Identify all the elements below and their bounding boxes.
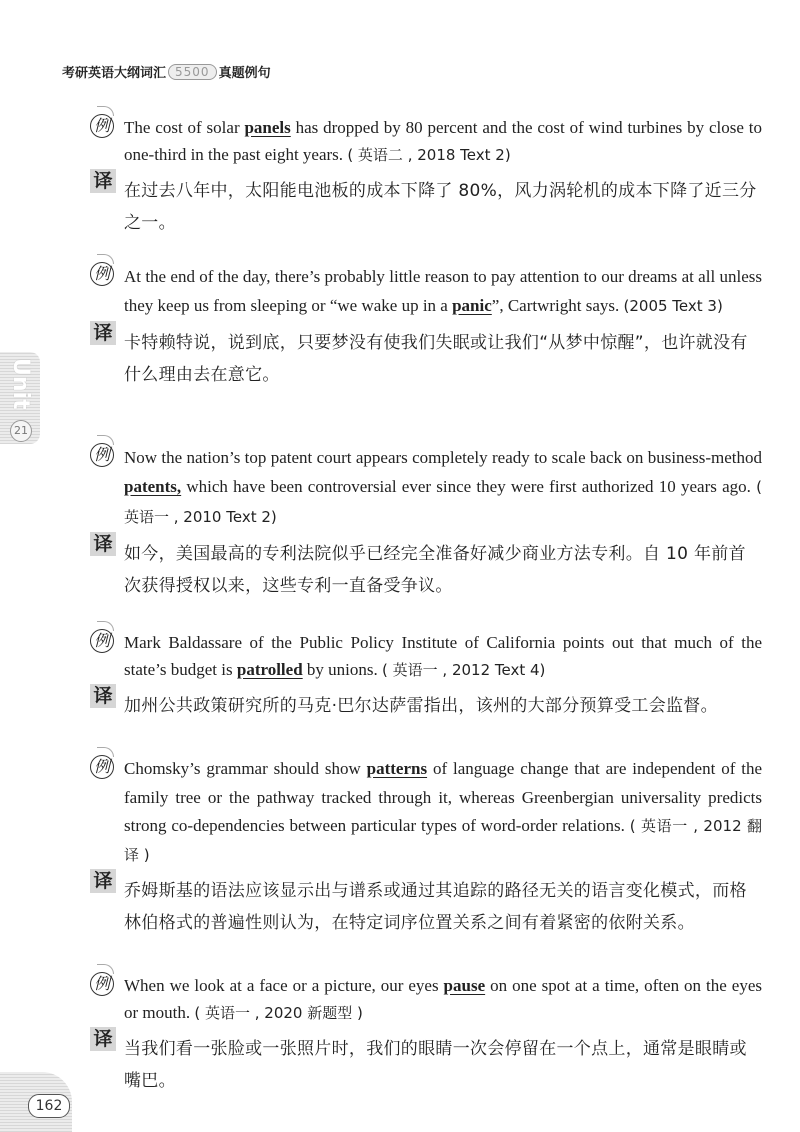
sentence-text: ”, Cartwright says. [491, 296, 624, 315]
unit-label: Unit [8, 358, 33, 410]
chinese-translation: 卡特赖特说，说到底，只要梦没有使我们失眠或让我们“从梦中惊醒”，也许就没有什么理由去在意它。 [124, 333, 748, 385]
header-badge: 5500 [168, 64, 217, 80]
unit-number: 21 [10, 420, 32, 442]
source-citation: ( 英语二 , 2018 Text 2) [347, 146, 511, 164]
example-marker-icon: 例 [90, 262, 114, 286]
page-number-tab [0, 1072, 72, 1132]
translation-marker-icon: 译 [90, 169, 116, 193]
sentence-text: of language change that are independent of the family tree or the pathway tracked through it, whereas Greenbergian universality predicts strong co-dependencies between particular types of word-order relations. [124, 759, 763, 835]
source-citation: ( 英语一 , 2012 翻译 ) [124, 817, 762, 864]
sentence-text: on one spot at a time, often on the eyes or mouth. [124, 976, 762, 1022]
english-sentence [124, 629, 762, 684]
chinese-translation: 如今，美国最高的专利法院似乎已经完全准备好减少商业方法专利。自 10 年前首次获得授权以来，这些专利一直备受争议。 [124, 544, 746, 596]
chinese-translation: 当我们看一张脸或一张照片时，我们的眼睛一次会停留在一个点上，通常是眼睛或嘴巴。 [124, 1039, 747, 1091]
sentence-text: Mark Baldassare of the Public Policy Institute of California points out that much of the state’s budget is [124, 633, 762, 679]
source-citation: ( 英语一 , 2012 Text 4) [382, 661, 546, 679]
translation [90, 169, 762, 239]
example-entry [90, 114, 762, 239]
example-marker-icon: 例 [90, 629, 114, 653]
english-sentence [124, 443, 762, 532]
example-entry [90, 972, 762, 1097]
header-title-left: 考研英语大纲词汇 [62, 66, 167, 81]
english-sentence [124, 972, 762, 1027]
keyword: patents, [124, 477, 182, 496]
example-marker-icon: 例 [90, 972, 114, 996]
example-sentence [90, 755, 762, 869]
example-sentence [90, 114, 762, 169]
translation [90, 321, 762, 391]
chinese-translation: 加州公共政策研究所的马克·巴尔达萨雷指出，该州的大部分预算受工会监督。 [124, 696, 718, 716]
translation-marker-icon: 译 [90, 869, 116, 893]
chinese-translation: 乔姆斯基的语法应该显示出与谱系或通过其追踪的路径无关的语言变化模式，而格林伯格式的普遍性则认为，在特定词序位置关系之间有着紧密的依附关系。 [124, 881, 747, 933]
english-sentence [124, 114, 762, 169]
sentence-text: which have been controversial ever since they were first authorized 10 years ago. [181, 477, 757, 496]
sentence-text: When we look at a face or a picture, our eyes [124, 976, 444, 995]
example-sentence [90, 262, 762, 321]
example-entry [90, 443, 762, 602]
example-sentence [90, 972, 762, 1027]
sentence-text: At the end of the day, there’s probably little reason to pay attention to our dreams at all unless they keep us from sleeping or “we wake up in a [124, 267, 762, 315]
english-sentence [124, 755, 762, 869]
source-citation: (2005 Text 3) [623, 297, 723, 315]
keyword: pause [443, 976, 486, 995]
example-entry [90, 262, 762, 391]
header-title-right: 真题例句 [218, 66, 271, 81]
page-number: 162 [28, 1094, 70, 1118]
source-citation: ( 英语一 , 2010 Text 2) [124, 478, 762, 526]
translation-marker-icon: 译 [90, 532, 116, 556]
translation-marker-icon: 译 [90, 684, 116, 708]
translation [90, 684, 762, 722]
unit-side-tab [0, 352, 40, 444]
translation [90, 532, 762, 602]
translation [90, 869, 762, 939]
chinese-translation: 在过去八年中，太阳能电池板的成本下降了 80%，风力涡轮机的成本下降了近三分之一。 [124, 181, 757, 233]
source-citation: ( 英语一 , 2020 新题型 ) [194, 1004, 363, 1022]
keyword: panic [452, 296, 492, 315]
example-marker-icon: 例 [90, 755, 114, 779]
sentence-text: Now the nation’s top patent court appears completely ready to scale back on business-method [124, 448, 762, 467]
keyword: panels [244, 118, 291, 137]
translation-marker-icon: 译 [90, 321, 116, 345]
translation-marker-icon: 译 [90, 1027, 116, 1051]
translation [90, 1027, 762, 1097]
sentence-text: The cost of solar [124, 118, 245, 137]
sentence-text: Chomsky’s grammar should show [124, 759, 367, 778]
example-sentence [90, 443, 762, 532]
example-entry [90, 629, 762, 722]
sentence-text: by unions. [302, 660, 383, 679]
example-marker-icon: 例 [90, 114, 114, 138]
sentence-text: has dropped by 80 percent and the cost of wind turbines by close to one-third in the past eight years. [124, 118, 762, 164]
example-entry [90, 755, 762, 939]
running-header [62, 62, 271, 81]
keyword: patrolled [236, 660, 303, 679]
keyword: patterns [366, 759, 428, 778]
example-marker-icon: 例 [90, 443, 114, 467]
english-sentence [124, 262, 762, 321]
example-sentence [90, 629, 762, 684]
